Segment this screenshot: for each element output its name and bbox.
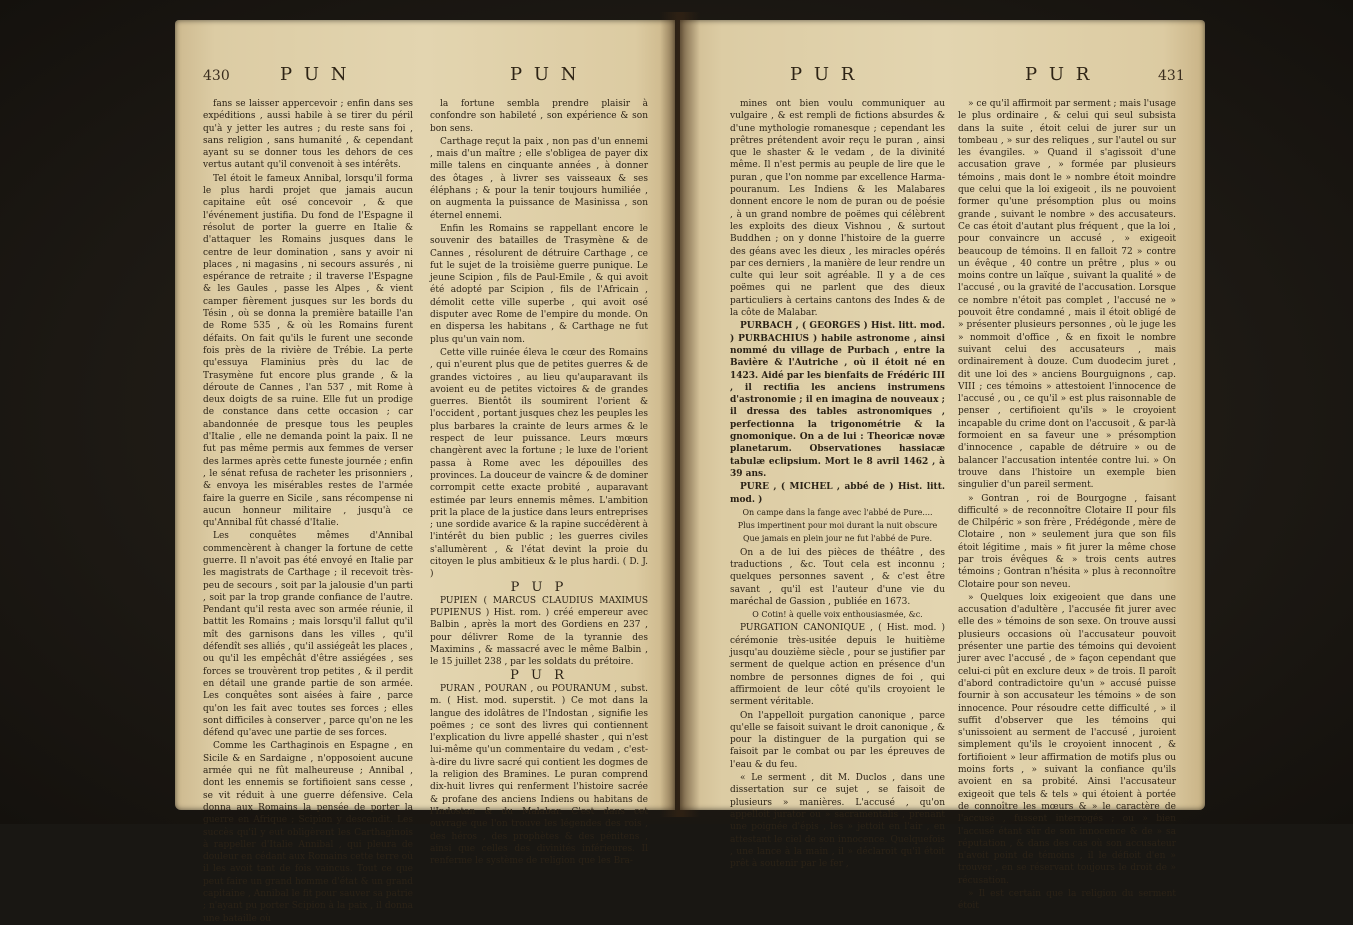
section-heading: P U R (510, 667, 568, 683)
verse-line: Plus impertinent pour moi durant la nuit obscure (737, 521, 938, 531)
paragraph: fans se laisser appercevoir ; enfin dans ses expéditions , aussi habile à se tirer du péril qu'à y jetter les autres ; du reste sans foi , sans religion , sans humanité , & cependant ayant su se donner tous les dehors de ces vertus autant qu'il convenoit à ses intérêts. (203, 99, 413, 171)
text-column-left (730, 98, 945, 870)
running-head: P U N (510, 64, 580, 85)
paragraph: Carthage reçut la paix , non pas d'un ennemi , mais d'un maître ; elle s'obligea de payer dix mille talens en cinquante années , à donner des ôtages , à livrer ses vaisseaux & ses éléphans ; & pour la tenir toujours humiliée , on augmenta la puissance de Masinissa , son éternel ennemi. (430, 136, 648, 221)
entry-heading: PURE , ( MICHEL , abbé de ) Hist. litt. mod. ) (730, 482, 945, 505)
paragraph: Enfin les Romains se rappellant encore le souvenir des batailles de Trasymène & de Cannes , résolurent de détruire Carthage , ce fut le sujet de la troisième guerre punique. Le jeune Scipion , fils de Paul-Emile , & qui avoit été adopté par Scipion , fils de l'Africain , démolit cette ville superbe , qui avoit osé disputer avec Rome de l'empire du monde. On en dispersa les habitans , & Carthage ne fut plus qu'un vain nom. (430, 223, 648, 345)
paragraph: Cette ville ruinée éleva le cœur des Romains , qui n'eurent plus que de petites guerres & de grandes victoires , au lieu qu'auparavant ils avoient eu de petites victoires & de grandes guerres. Bientôt ils soumirent l'orient & l'occident , portant jusques chez les peuples les plus barbares la crainte de leurs armes & le respect de leur puissance. Leurs mœurs changèrent avec la fortune ; le luxe de l'orient passa à Rome avec les dépouilles des provinces. La douceur de vaincre & de dominer corrompit cette exacte probité , auparavant estimée par leurs ennemis mêmes. L'ambition prit la place de la justice dans leurs entreprises ; une sordide avarice & la rapine succédèrent à l'intérêt du bien public ; les guerres civiles s'allumèrent , & l'état devint la proie du citoyen le plus ambitieux & le plus hardi. ( D. J. ) (430, 347, 648, 580)
section-heading: P U P (510, 579, 568, 595)
running-head: P U R (790, 64, 858, 85)
paragraph: Tel étoit le fameux Annibal, lorsqu'il forma le plus hardi projet que jamais aucun capitaine eût osé concevoir , & que l'événement justifia. Du fond de l'Espagne il résolut de porter la guerre en Italie & d'attaquer les Romains jusques dans le centre de leur domination , sans y avoir ni places , ni magasins , ni secours assurés , ni espérance de retraite ; il traverse l'Espagne & les Gaules , passe les Alpes , & vient camper fièrement jusques sur les bords du Tésin , où se donna la première bataille l'an de Rome 535 , & où les Romains furent défaits. On fait qu'ils le furent une seconde fois près de la rivière de Trébie. La perte qu'essuya Flaminius près du lac de Trasymène fut encore plus grande , & la déroute de Cannes , l'an 537 , mit Rome à deux doigts de sa ruine. Elle fut un prodige de constance dans cette occasion ; car abandonnée de presque tous les peuples d'Italie , elle ne demanda point la paix. Il ne fut pas même permis aux femmes de verser des larmes après cette funeste journée ; enfin , le sénat refusa de racheter les prisonniers , & envoya les misérables restes de l'armée faire la guerre en Sicile , sans récompense ni aucun honneur militaire , jusqu'à ce qu'Annibal fût chassé d'Italie. (203, 173, 413, 529)
paragraph: « Le serment , dit M. Duclos , dans une dissertation sur ce sujet , se faisoit de plusieurs » manières. L'accusé , qu'on appelloit jurator ou » sacramentalis , prenant une poignée d'épis , les » jettoit en l'air , en attestant le ciel de son innocence. Quelquefois , une lance à la main , il » déclaroit qu'il étoit prêt à soutenir par le fer , (730, 773, 945, 870)
page-number: 430 (203, 68, 230, 84)
paragraph: Les conquêtes mêmes d'Annibal commencèrent à changer la fortune de cette guerre. Il n'avoit pas été envoyé en Italie par les magistrats de Carthage ; il recevoit très-peu de secours , soit par la jalousie d'un parti , soit par la trop grande confiance de l'autre. Pendant qu'il resta avec son armée réunie, il battit les Romains ; mais lorsqu'il fallut qu'il mît des garnisons dans les villes , qu'il défendît ses alliés , qu'il assiégeât les places , ou qu'il les empêchât d'être assiégées , ses forces se trouvèrent trop petites , & il perdit en détail une grande partie de son armée. Les conquêtes sont aisées à faire , parce qu'on les fait avec toutes ses forces ; elles sont difficiles à conserver , parce qu'on ne les défend qu'avec une partie de ses forces. (203, 531, 413, 739)
verse-line: O Cotin! à quelle voix enthousiasmée, &c. (752, 610, 923, 620)
book-gutter (660, 12, 700, 817)
paragraph: » Il est certain que la religion du serment étoit (958, 889, 1176, 912)
running-head: P U R (1025, 64, 1093, 85)
text-column-right (958, 98, 1176, 912)
paragraph: PURGATION CANONIQUE , ( Hist. mod. ) cérémonie très-usitée depuis le huitième jusqu'au douzième siècle , pour se justifier par serment de quelque action en présence d'un nombre de personnes dignes de foi , qui affirmoient de leur côté qu'ils croyoient le serment véritable. (730, 623, 945, 708)
text-column-left (203, 98, 413, 924)
page-number: 431 (1158, 68, 1185, 84)
paragraph: » Gontran , roi de Bourgogne , faisant difficulté » de reconnoître Clotaire II pour fils de Chilpéric » son frère , Frédégonde , mère de Clotaire , non » seulement jura que son fils étoit légitime , mais » fit jurer la même chose par trois évêques & » trois cents autres témoins ; Gontran n'hésita » plus à reconnoître Clotaire pour son neveu. (958, 493, 1176, 590)
paragraph: PURBACH , ( GEORGES ) Hist. litt. mod. ) PURBACHIUS ) habile astronome , ainsi nommé du village de Purbach , entre la Bavière & l'Autriche , où il étoit né en 1423. Aidé par les bienfaits de Frédéric III , il rectifia les anciens instrumens d'astronomie ; il en imagina de nouveaux ; il dressa des tables astronomiques , perfectionna la trigonométrie & la gnomonique. On a de lui : Theoricæ novæ planetarum. Observationes hassiacæ tabulæ eclipsium. Mort le 8 avril 1462 , à 39 ans. (730, 321, 945, 479)
running-head: P U N (280, 64, 350, 85)
paragraph: PUPIEN ( MARCUS CLAUDIUS MAXIMUS PUPIENUS ) Hist. rom. ) créé empereur avec Balbin , après la mort des Gordiens en 237 , pour délivrer Rome de la tyrannie des Maximins , & massacré avec le même Balbin , le 15 juillet 238 , par les soldats du prétoire. (430, 595, 648, 668)
paragraph: la fortune sembla prendre plaisir à confondre son habileté , son expérience & son bon sens. (430, 99, 648, 134)
paragraph: On l'appelloit purgation canonique , parce qu'elle se faisoit suivant le droit canonique , & pour la distinguer de la purgation qui se faisoit par le combat ou par les épreuves de l'eau & du feu. (730, 710, 945, 770)
paragraph: mines ont bien voulu communiquer au vulgaire , & est rempli de fictions absurdes & d'une mythologie romanesque ; cependant les prêtres prétendent avoir reçu le puran , ainsi que le shaster & le vedam , de la divinité même. Il n'est permis au peuple de lire que le puran , que l'on nomme par excellence Harma-pouranum. Les Indiens & les Malabares donnent encore le nom de puran ou de poésie , à un grand nombre de poëmes qui célèbrent les exploits des dieux Vishnou , & surtout Buddhen ; on y donne l'histoire de la guerre des géans avec les dieux , les miracles opérés par ces derniers , la manière de leur rendre un culte qui leur soit agréable. Il y a de ces poëmes qui ne parlent que des dieux particuliers à certains cantons des Indes & de la côte de Malabar. (730, 99, 945, 319)
left-page (175, 20, 675, 924)
paragraph: PURAN , POURAN , ou POURANUM , subst. m. ( Hist. mod. superstit. ) Ce mot dans la langue des idolâtres de l'Indostan , signifie les poëmes ; ce sont des livres qui contiennent l'explication du livre appellé shaster , qui n'est lui-même qu'un commentaire du vedam , c'est-à-dire du livre sacré qui contient les dogmes de la religion des Bramines. Le puran comprend dix-huit livres qui renferment l'histoire sacrée & profane des anciens Indiens ou habitans de l'Indostan & du Malabar. C'est dans cet ouvrage que l'on trouve les légendes des rois , des héros , des prophètes & des pénitens , ainsi que celles des divinités inférieures. Il renferme le système de religion que les Bra- (430, 683, 648, 867)
paragraph: Comme les Carthaginois en Espagne , en Sicile & en Sardaigne , n'opposoient aucune armée qui ne fût malheureuse ; Annibal , dont les ennemis se fortifioient sans cesse , se vit réduit à une guerre défensive. Cela donna aux Romains la pensée de porter la guerre en Afrique ; Scipion y descendit. Les succès qu'il y eut obligèrent les Carthaginois à rappeller d'Italie Annibal , qui pleura de douleur en cédant aux Romains cette terre où il les avoit tant de fois vaincus. Tout ce que peut faire un grand homme d'état & un grand capitaine , Annibal le fit pour sauver sa patrie ; n'ayant pu porter Scipion à la paix , il donna une bataille où (203, 741, 413, 924)
text-column-right (430, 98, 648, 867)
paragraph: On a de lui des pièces de théâtre , des traductions , &c. Tout cela est inconnu ; quelques personnes savent , & c'est être savant , qu'il est l'auteur d'une vie du maréchal de Gassion , publiée en 1673. (730, 547, 945, 607)
right-page (680, 20, 1205, 912)
paragraph: » ce qu'il affirmoit par serment ; mais l'usage le plus ordinaire , & celui qui seul subsista dans la suite , étoit celui de jurer sur un tombeau , » sur des reliques , sur l'autel ou sur les évangiles. » Quand il s'agissoit d'une accusation grave , » formée par plusieurs témoins , mais dont le » nombre étoit moindre que celui que la loi exigeoit , ils ne pouvoient former qu'une présomption plus ou moins grande , suivant le nombre » des accusateurs. Ce cas étoit d'autant plus fréquent , que la loi , pour convaincre un accusé , » exigeoit beaucoup de témoins. Il en falloit 72 » contre un évêque , 40 contre un prêtre , plus » ou moins contre un laïque , suivant la qualité » de l'accusé , ou la gravité de l'accusation. Lorsque ce nombre n'étoit pas complet , l'accusé ne » pouvoit être condamné , mais il étoit obligé de » présenter plusieurs personnes , où le juge les » nommoit d'office , & en fixoit le nombre suivant celui des accusateurs , mais ordinairement à douze. Cum duodecim juret , dit une loi des » anciens Bourguignons , cap. VIII ; ces témoins » attestoient l'innocence de l'accusé , ou , ce qu'il » est plus raisonnable de penser , certifioient qu'ils » le croyoient incapable du crime dont on l'accusoit , & par-là formoient en sa faveur une » présomption d'innocence , capable de détruire » ou de balancer l'accusation intentée contre lui. » On trouve dans l'histoire un exemple bien singulier d'un pareil serment. (958, 99, 1176, 491)
verse-line: Que jamais en plein jour ne fut l'abbé de Pure. (742, 534, 933, 544)
verse-line: On campe dans la fange avec l'abbé de Pure.... (742, 507, 933, 517)
paragraph: » Quelques loix exigeoient que dans une accusation d'adultère , l'accusée fit jurer avec elle des » témoins de son sexe. On trouve aussi plusieurs occasions où l'accusateur pouvoit présenter une partie des témoins qui devoient jurer avec l'accusé , de » façon cependant que celui-ci pût en exclure deux » de trois. Il paroît d'abord contradictoire qu'un » accusé puisse fournir à son accusateur les témoins » de son innocence. Pour résoudre cette difficulté , » il suffit d'observer que les témoins qui s'unissoient au serment de l'accusé , juroient simplement qu'ils le croyoient innocent , & fortifioient » leur affirmation de motifs plus ou moins forts , » suivant la confiance qu'ils avoient en sa probité. Ainsi l'accusateur exigeoit que tels & tels » qui étoient à portée de connoître les mœurs & » le caractère de l'accusé , fussent interrogés ; ou » bien l'accusé étant sûr de son innocence & de » sa réputation , & dans des cas où son accusateur n'avoit point de témoins , il le défioit d'en » trouver , en se réservant toujours le droit de » récusation. (958, 592, 1176, 886)
